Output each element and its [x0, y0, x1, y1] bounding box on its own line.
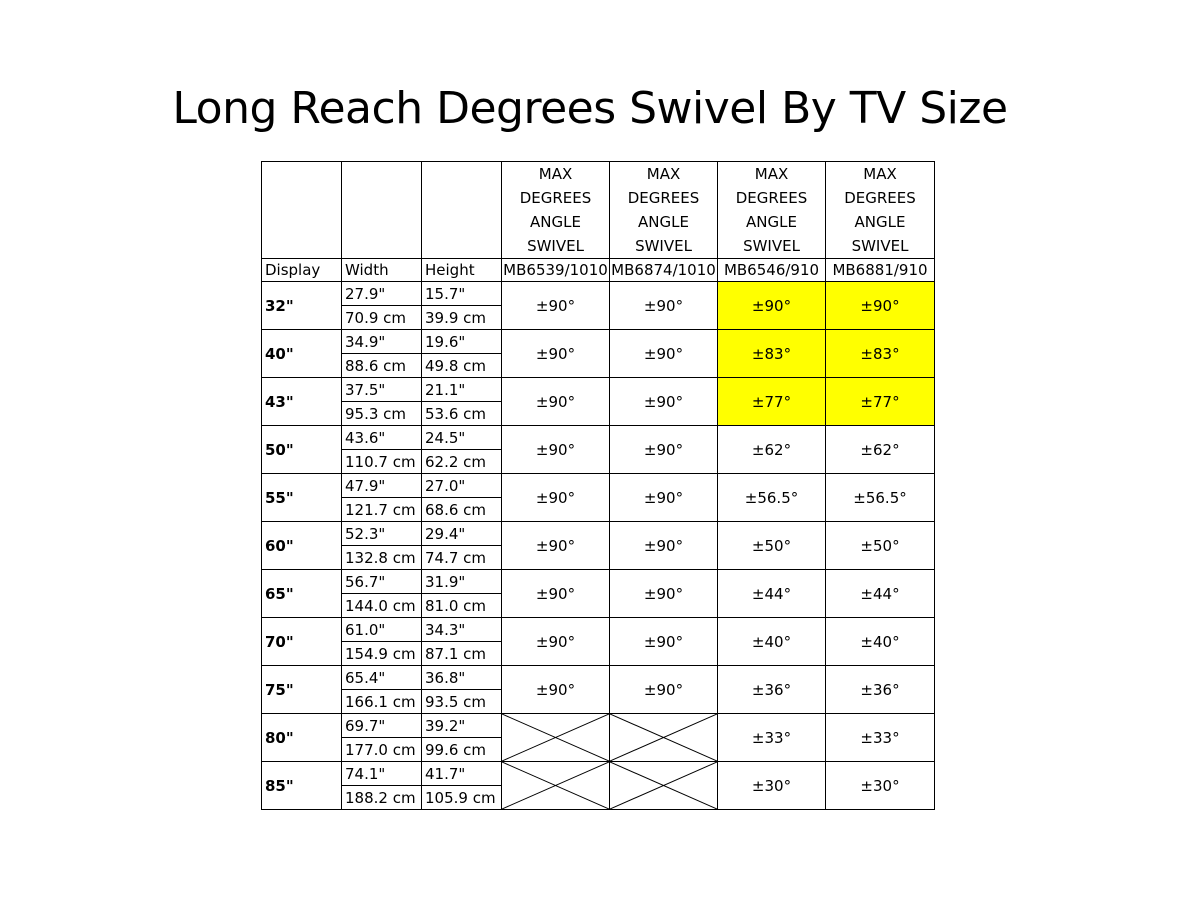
swivel-degree-cell: ±83°	[826, 330, 935, 378]
header-angle-line: MAX	[646, 165, 681, 183]
header-angle-cell	[502, 162, 610, 259]
table-body	[262, 162, 935, 810]
height-inches-cell: 39.2"	[422, 714, 502, 738]
height-cm-cell: 105.9 cm	[422, 786, 502, 810]
header-angle-line: MAX	[538, 165, 573, 183]
swivel-degree-cell: ±90°	[610, 282, 718, 330]
height-cm-cell: 49.8 cm	[422, 354, 502, 378]
swivel-degree-cell: ±50°	[826, 522, 935, 570]
not-available-cell	[502, 762, 610, 810]
header-angle-line: SWIVEL	[851, 237, 909, 255]
swivel-degree-cell: ±90°	[502, 618, 610, 666]
width-cm-cell: 166.1 cm	[342, 690, 422, 714]
height-cm-cell: 68.6 cm	[422, 498, 502, 522]
header-angle-line: ANGLE	[638, 213, 689, 231]
width-inches-cell: 52.3"	[342, 522, 422, 546]
height-cm-cell: 99.6 cm	[422, 738, 502, 762]
swivel-degree-cell: ±83°	[718, 330, 826, 378]
swivel-degree-cell: ±77°	[826, 378, 935, 426]
size-row-inches	[262, 474, 935, 498]
model-column-header: MB6874/1010	[610, 259, 718, 282]
not-available-cell	[610, 714, 718, 762]
swivel-degree-cell: ±90°	[610, 474, 718, 522]
display-size-cell: 50"	[262, 426, 342, 474]
swivel-degree-cell: ±90°	[610, 426, 718, 474]
width-cm-cell: 188.2 cm	[342, 786, 422, 810]
swivel-degree-cell: ±90°	[502, 474, 610, 522]
height-inches-cell: 36.8"	[422, 666, 502, 690]
swivel-degree-cell: ±77°	[718, 378, 826, 426]
size-row-inches	[262, 570, 935, 594]
swivel-degree-cell: ±36°	[826, 666, 935, 714]
swivel-degree-cell: ±90°	[502, 282, 610, 330]
swivel-degree-cell: ±90°	[610, 522, 718, 570]
height-inches-cell: 27.0"	[422, 474, 502, 498]
header-row-top	[262, 162, 935, 259]
width-cm-cell: 95.3 cm	[342, 402, 422, 426]
not-available-cell	[610, 762, 718, 810]
header-angle-cell	[718, 162, 826, 259]
swivel-table	[261, 161, 935, 810]
width-cm-cell: 177.0 cm	[342, 738, 422, 762]
size-row-inches	[262, 618, 935, 642]
swivel-degree-cell: ±90°	[610, 330, 718, 378]
height-cm-cell: 93.5 cm	[422, 690, 502, 714]
display-size-cell: 80"	[262, 714, 342, 762]
width-inches-cell: 27.9"	[342, 282, 422, 306]
swivel-degree-cell: ±33°	[718, 714, 826, 762]
width-cm-cell: 88.6 cm	[342, 354, 422, 378]
cross-out-icon	[610, 762, 717, 809]
height-inches-cell: 31.9"	[422, 570, 502, 594]
height-cm-cell: 62.2 cm	[422, 450, 502, 474]
swivel-degree-cell: ±40°	[718, 618, 826, 666]
size-row-inches	[262, 666, 935, 690]
swivel-degree-cell: ±90°	[610, 570, 718, 618]
height-inches-cell: 19.6"	[422, 330, 502, 354]
width-inches-cell: 34.9"	[342, 330, 422, 354]
swivel-degree-cell: ±44°	[826, 570, 935, 618]
width-cm-cell: 110.7 cm	[342, 450, 422, 474]
header-blank-cell	[422, 162, 502, 259]
width-cm-cell: 132.8 cm	[342, 546, 422, 570]
model-column-header: MB6881/910	[826, 259, 935, 282]
swivel-degree-cell: ±56.5°	[718, 474, 826, 522]
size-row-inches	[262, 282, 935, 306]
width-inches-cell: 47.9"	[342, 474, 422, 498]
width-column-header: Width	[342, 259, 422, 282]
swivel-table-container	[261, 161, 934, 810]
width-cm-cell: 121.7 cm	[342, 498, 422, 522]
size-row-inches	[262, 714, 935, 738]
swivel-degree-cell: ±62°	[826, 426, 935, 474]
width-cm-cell: 70.9 cm	[342, 306, 422, 330]
display-size-cell: 85"	[262, 762, 342, 810]
height-inches-cell: 29.4"	[422, 522, 502, 546]
display-size-cell: 75"	[262, 666, 342, 714]
height-cm-cell: 87.1 cm	[422, 642, 502, 666]
swivel-degree-cell: ±90°	[610, 618, 718, 666]
width-inches-cell: 69.7"	[342, 714, 422, 738]
header-angle-line: ANGLE	[530, 213, 581, 231]
size-row-inches	[262, 762, 935, 786]
swivel-degree-cell: ±90°	[502, 666, 610, 714]
swivel-degree-cell: ±90°	[502, 522, 610, 570]
height-inches-cell: 21.1"	[422, 378, 502, 402]
display-size-cell: 40"	[262, 330, 342, 378]
size-row-inches	[262, 330, 935, 354]
not-available-cell	[502, 714, 610, 762]
header-row-labels	[262, 259, 935, 282]
height-inches-cell: 15.7"	[422, 282, 502, 306]
header-angle-cell	[610, 162, 718, 259]
swivel-degree-cell: ±44°	[718, 570, 826, 618]
swivel-degree-cell: ±30°	[718, 762, 826, 810]
display-size-cell: 60"	[262, 522, 342, 570]
width-inches-cell: 56.7"	[342, 570, 422, 594]
swivel-degree-cell: ±36°	[718, 666, 826, 714]
height-inches-cell: 34.3"	[422, 618, 502, 642]
swivel-degree-cell: ±33°	[826, 714, 935, 762]
height-cm-cell: 81.0 cm	[422, 594, 502, 618]
cross-out-icon	[502, 762, 609, 809]
swivel-degree-cell: ±90°	[502, 570, 610, 618]
size-row-inches	[262, 522, 935, 546]
swivel-degree-cell: ±90°	[718, 282, 826, 330]
header-blank-cell	[342, 162, 422, 259]
swivel-degree-cell: ±90°	[610, 378, 718, 426]
display-size-cell: 70"	[262, 618, 342, 666]
width-cm-cell: 144.0 cm	[342, 594, 422, 618]
width-inches-cell: 65.4"	[342, 666, 422, 690]
display-column-header: Display	[262, 259, 342, 282]
width-cm-cell: 154.9 cm	[342, 642, 422, 666]
width-inches-cell: 37.5"	[342, 378, 422, 402]
height-inches-cell: 24.5"	[422, 426, 502, 450]
header-angle-line: SWIVEL	[743, 237, 800, 255]
height-cm-cell: 39.9 cm	[422, 306, 502, 330]
model-column-header: MB6539/1010	[502, 259, 610, 282]
header-angle-line: DEGREES	[627, 189, 700, 207]
header-blank-cell	[262, 162, 342, 259]
display-size-cell: 55"	[262, 474, 342, 522]
header-angle-line: MAX	[863, 165, 897, 183]
size-row-inches	[262, 426, 935, 450]
swivel-degree-cell: ±30°	[826, 762, 935, 810]
swivel-degree-cell: ±56.5°	[826, 474, 935, 522]
size-row-inches	[262, 378, 935, 402]
width-inches-cell: 61.0"	[342, 618, 422, 642]
display-size-cell: 43"	[262, 378, 342, 426]
swivel-degree-cell: ±90°	[502, 378, 610, 426]
header-angle-cell	[826, 162, 935, 259]
header-angle-line: DEGREES	[519, 189, 592, 207]
swivel-degree-cell: ±50°	[718, 522, 826, 570]
height-inches-cell: 41.7"	[422, 762, 502, 786]
header-angle-line: SWIVEL	[527, 237, 584, 255]
swivel-degree-cell: ±90°	[826, 282, 935, 330]
swivel-degree-cell: ±40°	[826, 618, 935, 666]
cross-out-icon	[610, 714, 717, 761]
header-angle-line: SWIVEL	[635, 237, 692, 255]
header-angle-line: DEGREES	[735, 189, 808, 207]
header-angle-line: DEGREES	[844, 189, 916, 207]
display-size-cell: 65"	[262, 570, 342, 618]
height-column-header: Height	[422, 259, 502, 282]
width-inches-cell: 74.1"	[342, 762, 422, 786]
height-cm-cell: 74.7 cm	[422, 546, 502, 570]
swivel-degree-cell: ±90°	[502, 426, 610, 474]
swivel-degree-cell: ±62°	[718, 426, 826, 474]
width-inches-cell: 43.6"	[342, 426, 422, 450]
header-angle-line: ANGLE	[854, 213, 906, 231]
cross-out-icon	[502, 714, 609, 761]
page-title: Long Reach Degrees Swivel By TV Size	[172, 83, 1008, 134]
header-angle-line: ANGLE	[746, 213, 797, 231]
swivel-degree-cell: ±90°	[610, 666, 718, 714]
height-cm-cell: 53.6 cm	[422, 402, 502, 426]
header-angle-line: MAX	[754, 165, 789, 183]
display-size-cell: 32"	[262, 282, 342, 330]
model-column-header: MB6546/910	[718, 259, 826, 282]
swivel-degree-cell: ±90°	[502, 330, 610, 378]
